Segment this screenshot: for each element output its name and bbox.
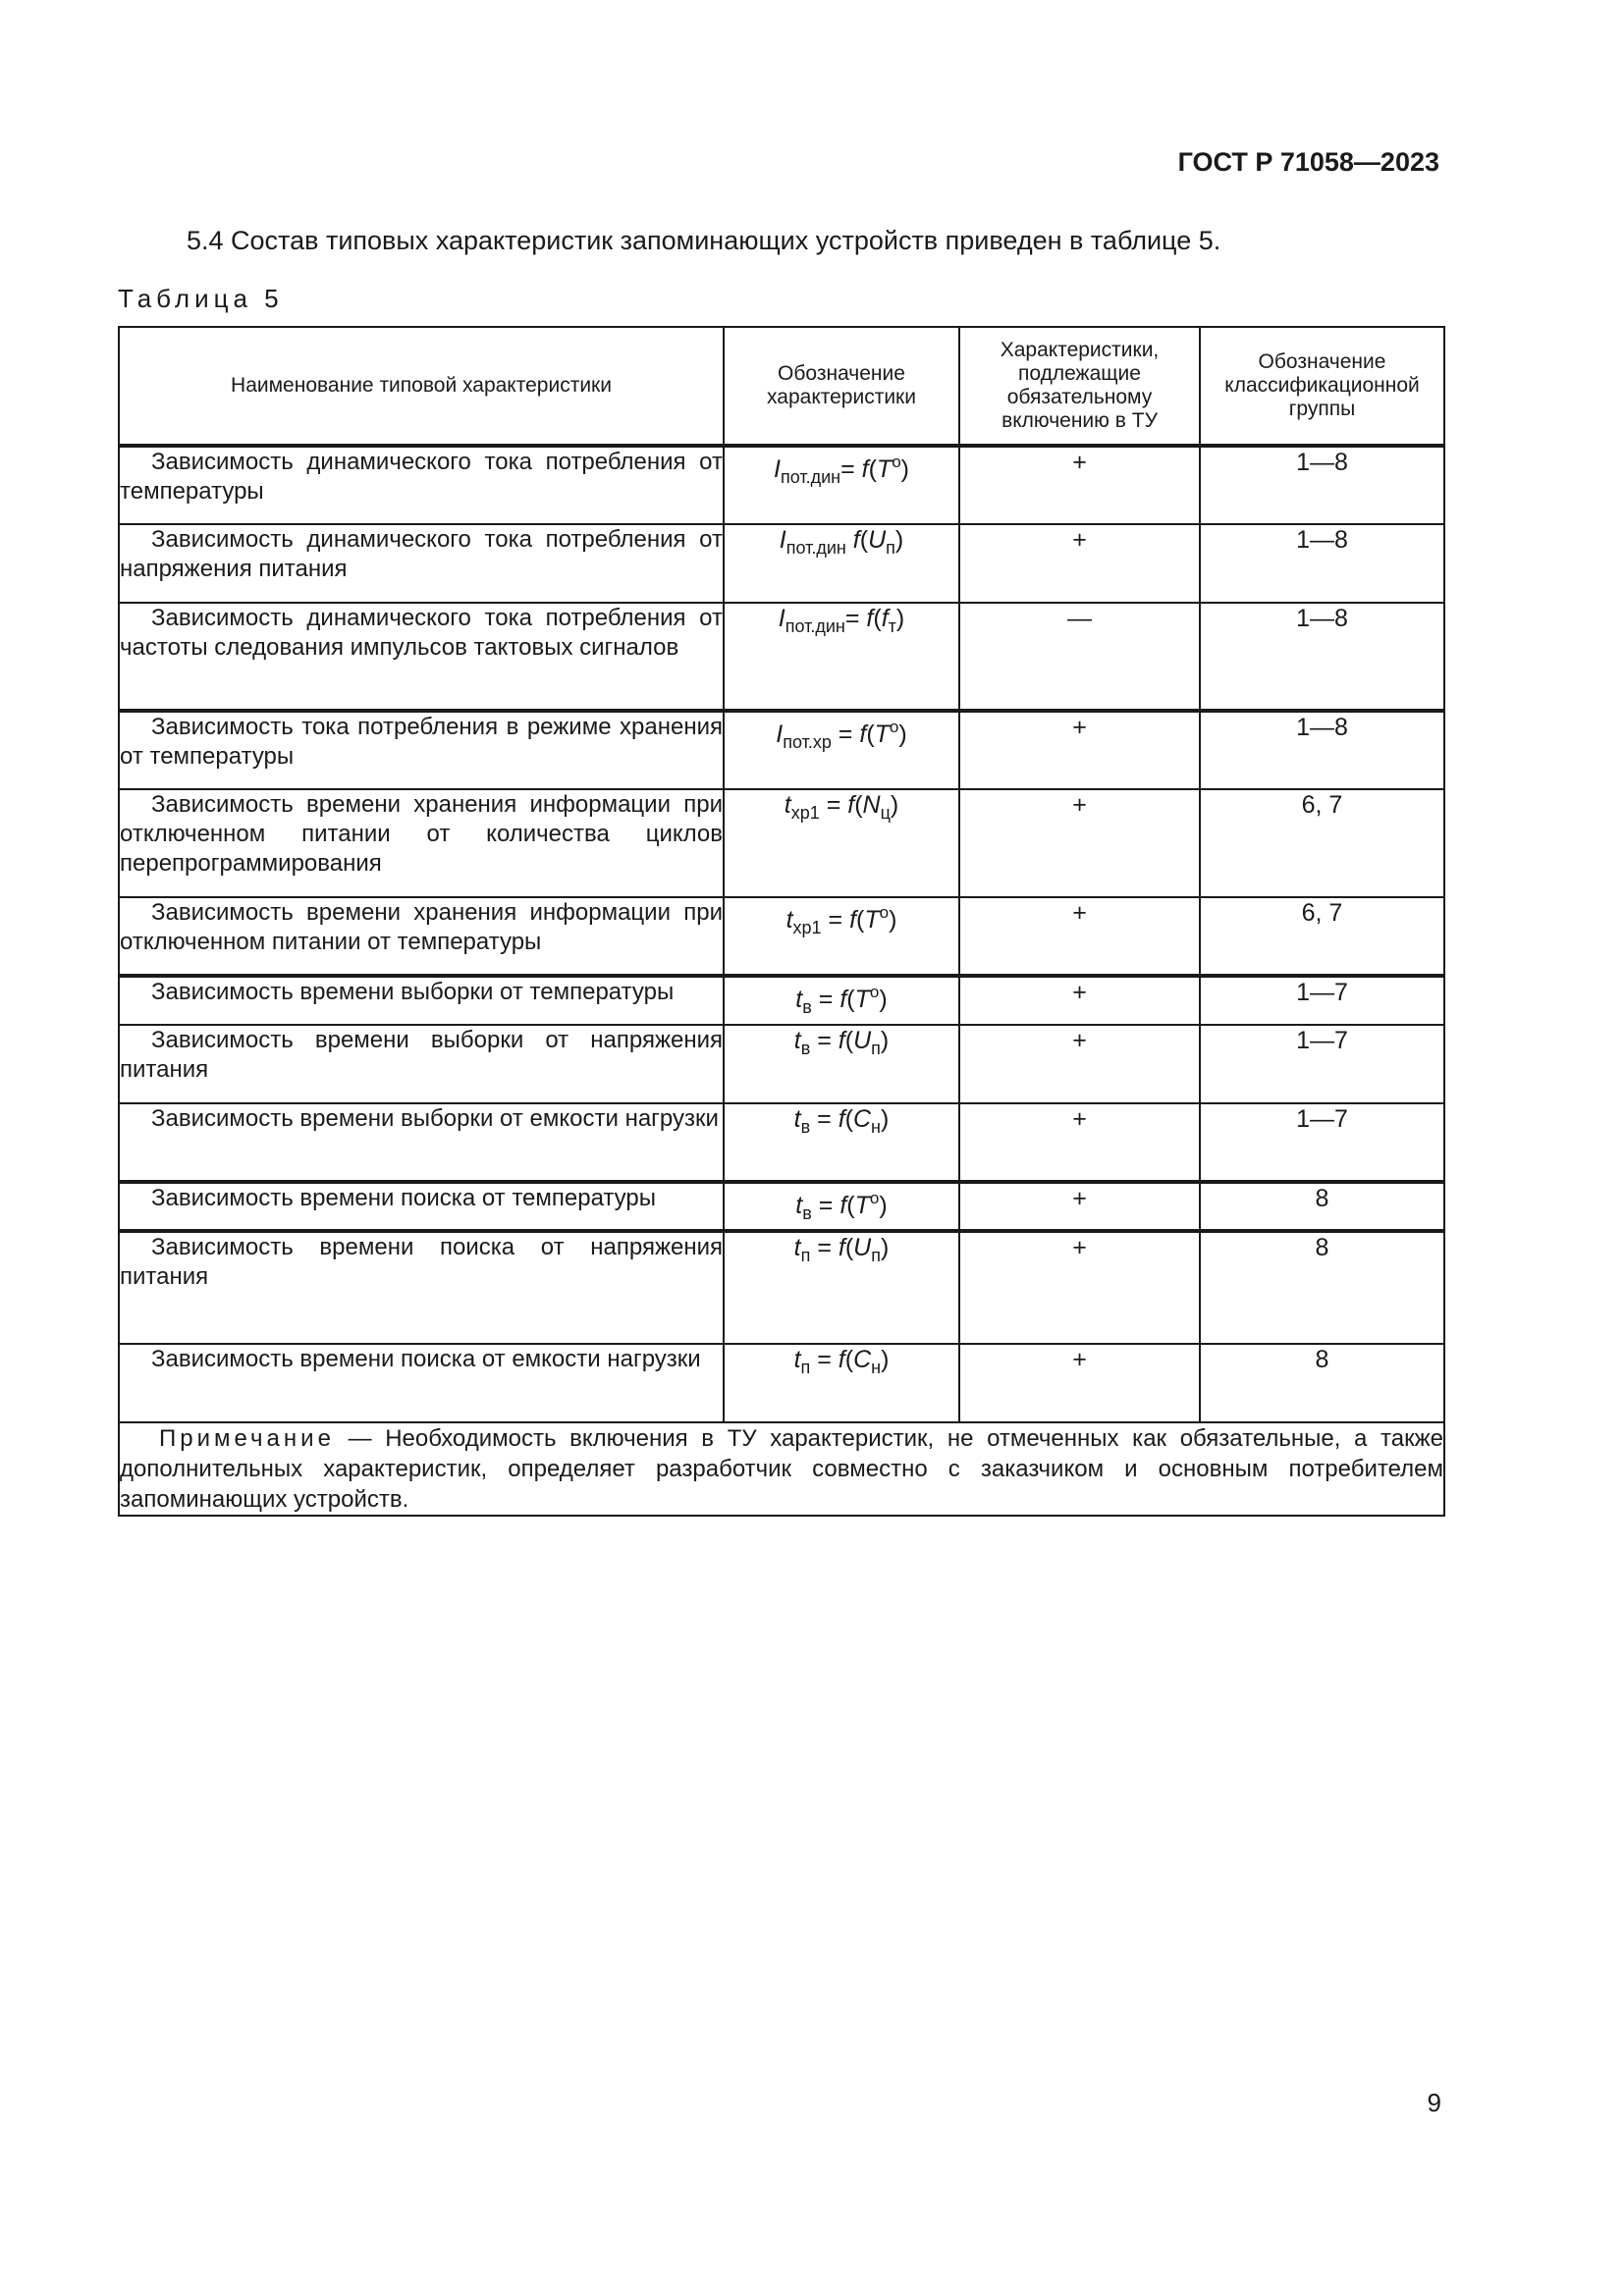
classification-group: 1—7 bbox=[1200, 976, 1444, 1025]
classification-group: 8 bbox=[1200, 1182, 1444, 1231]
classification-group: 1—8 bbox=[1200, 711, 1444, 789]
required-mark: + bbox=[959, 789, 1200, 897]
classification-group: 1—7 bbox=[1200, 1025, 1444, 1103]
table-caption: Таблица 5 bbox=[118, 284, 284, 313]
characteristic-symbol: $t_{хр1} = f(N_ц)$ bbox=[724, 789, 959, 897]
characteristic-name-text: Зависимость времени выборки от температуры bbox=[151, 979, 675, 1005]
column-header-name: Наименование типовой характеристики bbox=[119, 327, 724, 446]
table-row bbox=[119, 789, 1444, 897]
characteristic-name bbox=[119, 446, 724, 524]
required-mark: + bbox=[959, 524, 1200, 603]
table-row bbox=[119, 1182, 1444, 1231]
characteristic-name-text: Зависимость времени выборки от напряжения питания bbox=[120, 1027, 723, 1083]
required-mark: + bbox=[959, 897, 1200, 976]
column-header-required: Характеристики, подлежащие обязательному включению в ТУ bbox=[959, 327, 1200, 446]
characteristics-table bbox=[118, 326, 1445, 1517]
characteristic-name-text: Зависимость времени поиска от температуры bbox=[151, 1185, 656, 1211]
intro-paragraph: 5.4 Состав типовых характеристик запоминающих устройств приведен в таблице 5. bbox=[187, 226, 1221, 255]
characteristic-name-text: Зависимость тока потребления в режиме хранения от температуры bbox=[120, 714, 723, 770]
table-header-row bbox=[119, 327, 1444, 446]
table-row bbox=[119, 1103, 1444, 1182]
table-row bbox=[119, 897, 1444, 976]
classification-group: 6, 7 bbox=[1200, 789, 1444, 897]
characteristic-symbol: $t_п = f(U_п)$ bbox=[724, 1231, 959, 1344]
classification-group: 1—7 bbox=[1200, 1103, 1444, 1182]
table-row bbox=[119, 524, 1444, 603]
table-row bbox=[119, 1025, 1444, 1103]
characteristic-symbol: $t_в = f(C_н)$ bbox=[724, 1103, 959, 1182]
required-mark: — bbox=[959, 603, 1200, 711]
characteristic-name-text: Зависимость времени выборки от емкости нагрузки bbox=[151, 1105, 719, 1132]
required-mark: + bbox=[959, 446, 1200, 524]
required-mark: + bbox=[959, 976, 1200, 1025]
table-row bbox=[119, 603, 1444, 711]
table-row bbox=[119, 446, 1444, 524]
table-row bbox=[119, 976, 1444, 1025]
classification-group: 1—8 bbox=[1200, 524, 1444, 603]
classification-group: 1—8 bbox=[1200, 603, 1444, 711]
required-mark: + bbox=[959, 1231, 1200, 1344]
characteristic-name bbox=[119, 897, 724, 976]
characteristic-symbol: $t_в = f(T^о)$ bbox=[724, 1182, 959, 1231]
characteristic-symbol: $I_{пот.дин}= f(f_т)$ bbox=[724, 603, 959, 711]
characteristic-name bbox=[119, 1103, 724, 1182]
characteristic-name bbox=[119, 976, 724, 1025]
required-mark: + bbox=[959, 1182, 1200, 1231]
characteristic-name bbox=[119, 1182, 724, 1231]
table-note-row bbox=[119, 1422, 1444, 1516]
characteristic-symbol: $I_{пот.дин}= f(T^о)$ bbox=[724, 446, 959, 524]
characteristic-name bbox=[119, 1025, 724, 1103]
classification-group: 1—8 bbox=[1200, 446, 1444, 524]
classification-group: 8 bbox=[1200, 1231, 1444, 1344]
characteristic-name bbox=[119, 1231, 724, 1344]
note-text: — Необходимость включения в ТУ характеристик, не отмеченных как обязательные, а также дополнительных характеристик, определяет разработчик совместно с заказчиком и основным потребителем запоминающих устройств. bbox=[120, 1425, 1443, 1513]
note-label: Примечание bbox=[159, 1425, 335, 1452]
required-mark: + bbox=[959, 1103, 1200, 1182]
characteristic-name-text: Зависимость времени хранения информации при отключенном питании от количества циклов перепрограммирования bbox=[120, 791, 723, 877]
document-code: ГОСТ Р 71058—2023 bbox=[1177, 147, 1439, 177]
characteristic-symbol: $I_{пот.хр} = f(T^о)$ bbox=[724, 711, 959, 789]
characteristic-name bbox=[119, 1344, 724, 1422]
page-number: 9 bbox=[1427, 2088, 1441, 2117]
classification-group: 6, 7 bbox=[1200, 897, 1444, 976]
table-note bbox=[119, 1422, 1444, 1516]
characteristic-name-text: Зависимость динамического тока потребления от напряжения питания bbox=[120, 526, 723, 582]
characteristic-name bbox=[119, 711, 724, 789]
characteristic-symbol: $I_{пот.дин}$ $f(U_п)$ bbox=[724, 524, 959, 603]
characteristic-name-text: Зависимость динамического тока потребления от температуры bbox=[120, 449, 723, 505]
characteristic-name bbox=[119, 789, 724, 897]
characteristic-name-text: Зависимость времени поиска от напряжения питания bbox=[120, 1234, 723, 1290]
characteristic-name bbox=[119, 524, 724, 603]
table-row bbox=[119, 711, 1444, 789]
characteristic-name bbox=[119, 603, 724, 711]
characteristic-name-text: Зависимость времени хранения информации при отключенном питании от температуры bbox=[120, 899, 723, 955]
characteristic-name-text: Зависимость времени поиска от емкости нагрузки bbox=[151, 1346, 701, 1372]
column-header-group: Обозначение классификационной группы bbox=[1200, 327, 1444, 446]
characteristic-symbol: $t_в = f(T^о)$ bbox=[724, 976, 959, 1025]
table-row bbox=[119, 1344, 1444, 1422]
classification-group: 8 bbox=[1200, 1344, 1444, 1422]
required-mark: + bbox=[959, 1025, 1200, 1103]
characteristic-symbol: $t_п = f(C_н)$ bbox=[724, 1344, 959, 1422]
required-mark: + bbox=[959, 711, 1200, 789]
required-mark: + bbox=[959, 1344, 1200, 1422]
characteristic-name-text: Зависимость динамического тока потребления от частоты следования импульсов тактовых сигналов bbox=[120, 605, 723, 661]
column-header-symbol: Обозначение характеристики bbox=[724, 327, 959, 446]
characteristic-symbol: $t_в = f(U_п)$ bbox=[724, 1025, 959, 1103]
characteristic-symbol: $t_{хр1} = f(T^о)$ bbox=[724, 897, 959, 976]
table-row bbox=[119, 1231, 1444, 1344]
